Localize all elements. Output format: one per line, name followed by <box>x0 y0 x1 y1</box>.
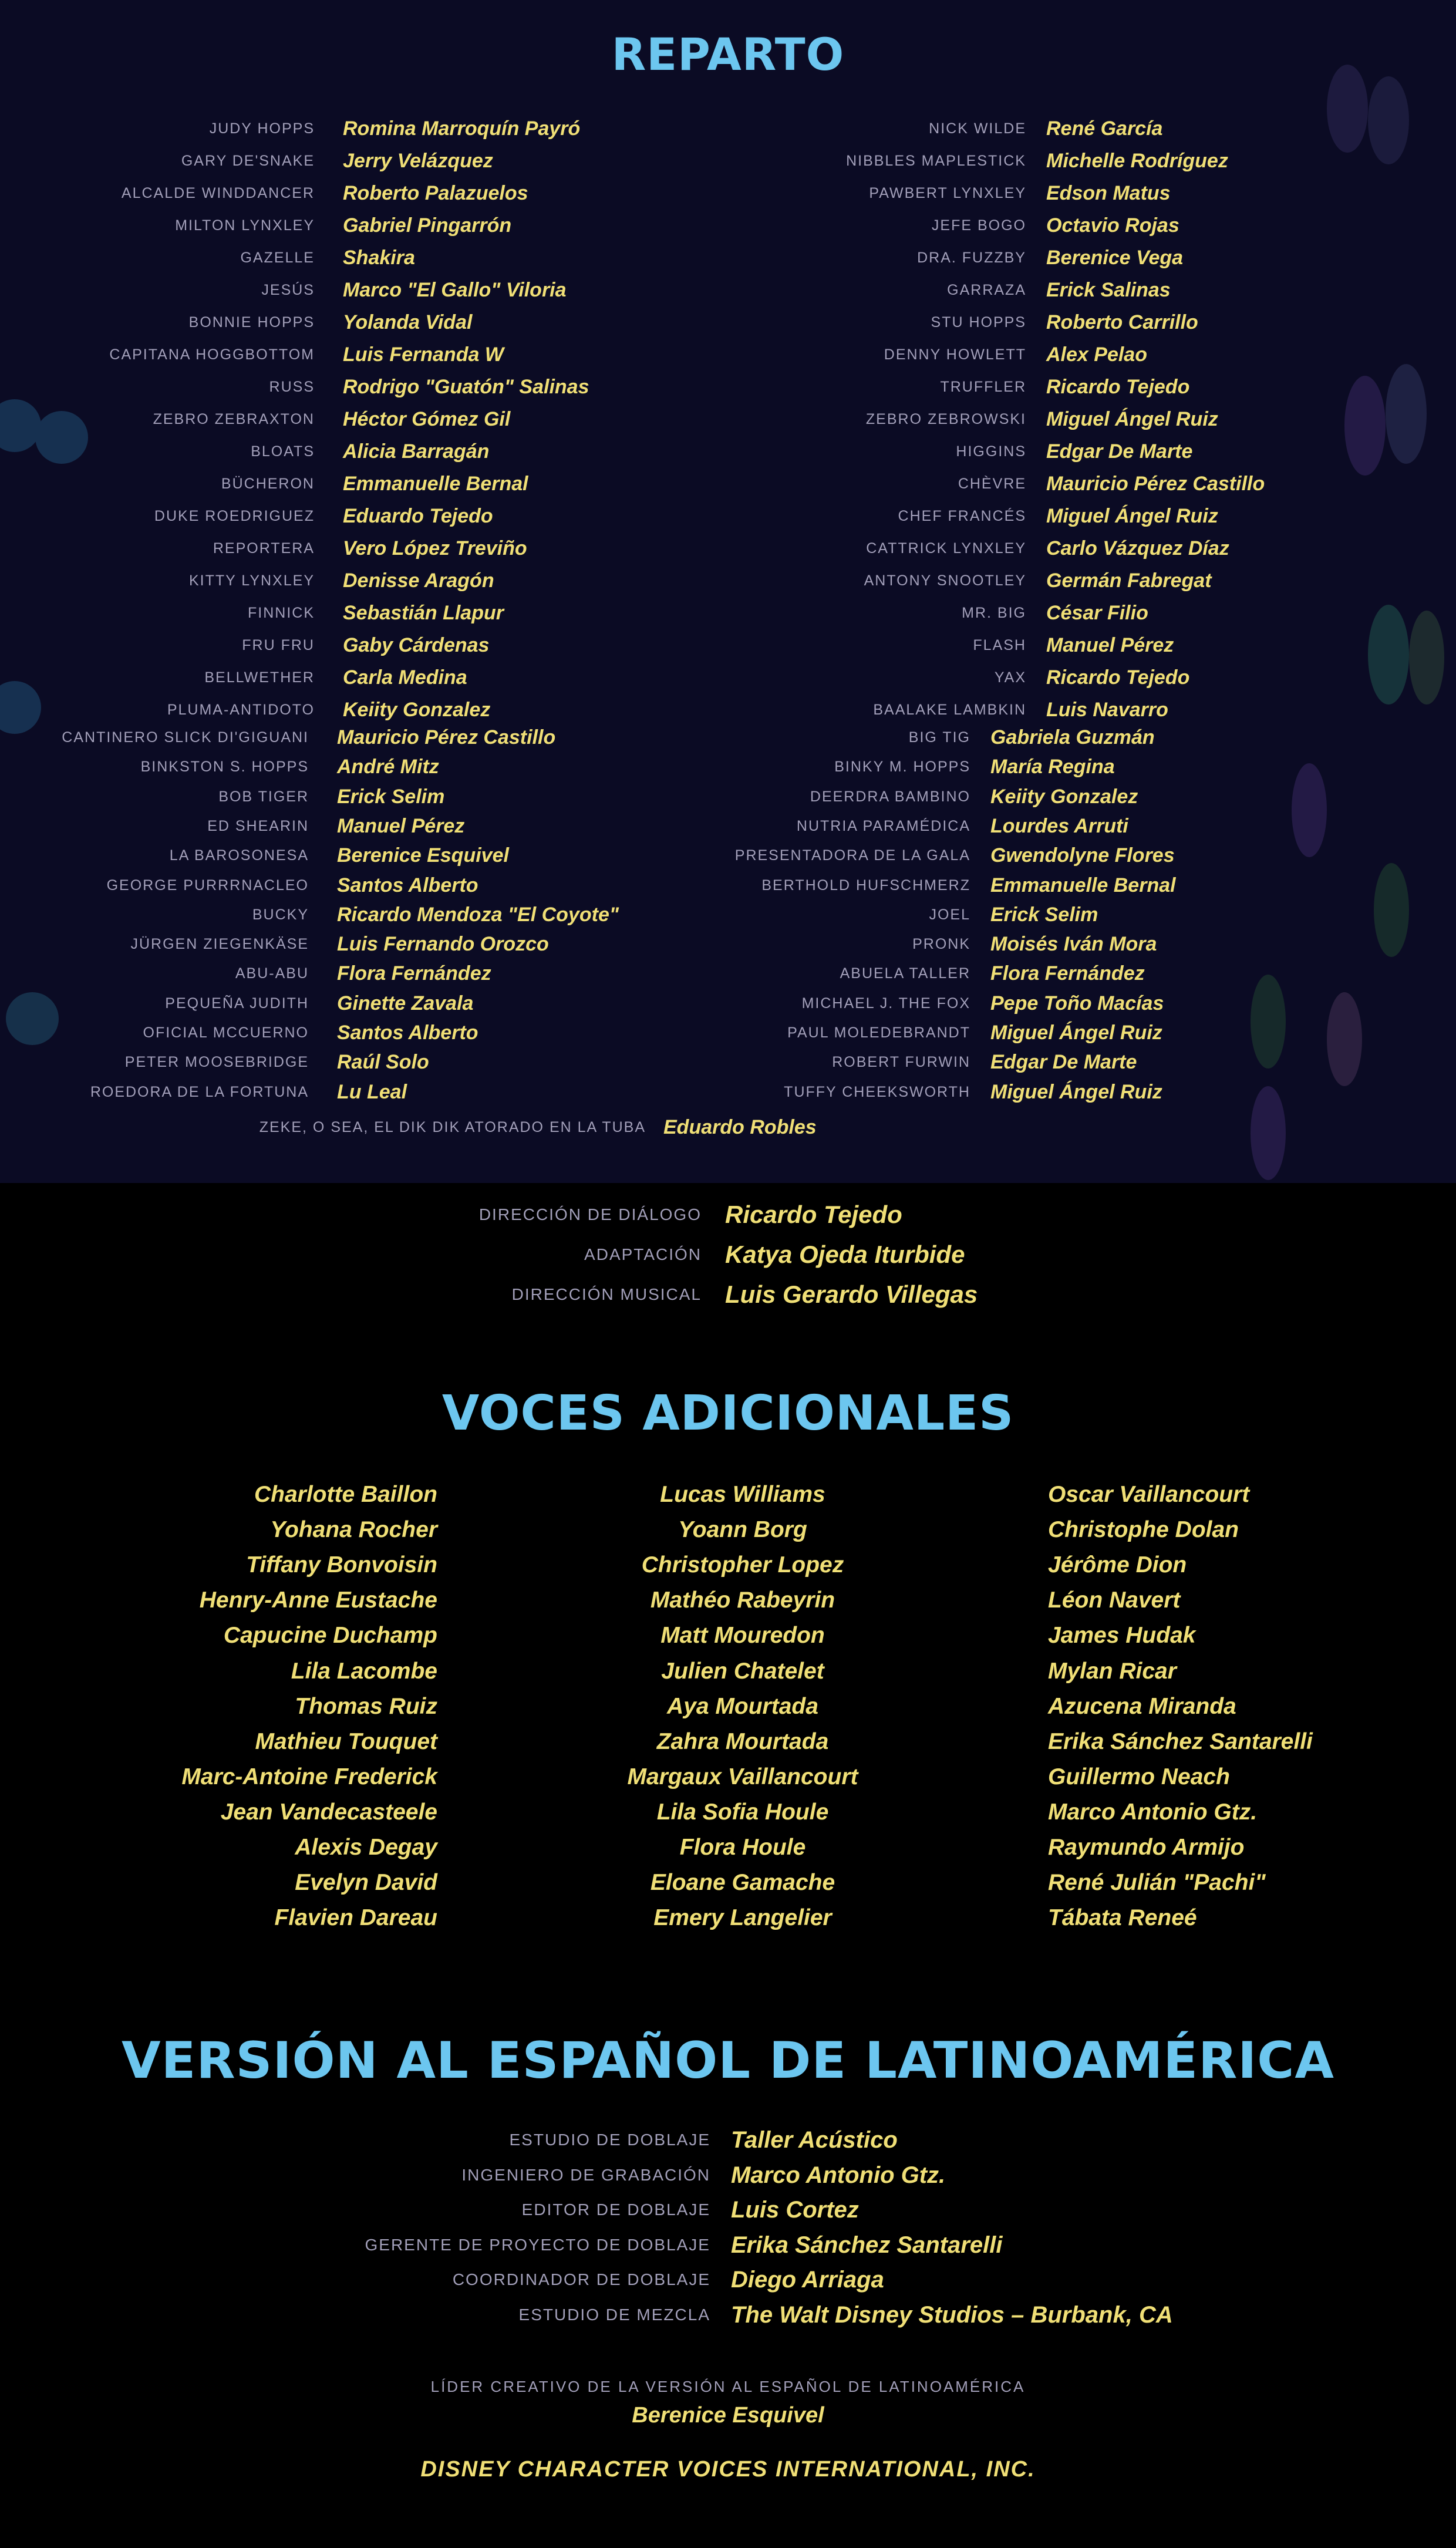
cast-role: KITTY LYNXLEY <box>188 572 315 589</box>
paw-print-decoration <box>1409 611 1444 705</box>
voice-actor-name: Guillermo Neach <box>1048 1764 1230 1789</box>
cast-role: FRU FRU <box>242 637 315 653</box>
cast-role: NICK WILDE <box>929 120 1026 137</box>
cast-name: Edson Matus <box>1046 182 1171 204</box>
version-role: GERENTE DE PROYECTO DE DOBLAJE <box>365 2235 710 2254</box>
voice-actor-name: Eloane Gamache <box>650 1870 835 1896</box>
cast-role: GARY DE'SNAKE <box>181 153 315 169</box>
cast-role: BELLWETHER <box>204 669 315 686</box>
cast-name: Sebastián Llapur <box>343 602 504 624</box>
cast-role: PETER MOOSEBRIDGE <box>124 1054 309 1071</box>
cast-name: Erick Salinas <box>1046 279 1171 301</box>
version-name: Erika Sánchez Santarelli <box>731 2232 1003 2258</box>
cast-name: Berenice Vega <box>1046 247 1184 269</box>
cast-name: Jerry Velázquez <box>343 150 493 172</box>
version-role: ESTUDIO DE MEZCLA <box>518 2305 710 2324</box>
cast-role: DRA. FUZZBY <box>917 250 1026 266</box>
cast-role: GEORGE PURRRNACLEO <box>106 877 309 894</box>
cast-role: BAALAKE LAMBKIN <box>873 702 1026 718</box>
cast-name: Berenice Esquivel <box>337 844 509 867</box>
paw-print-decoration <box>1327 992 1362 1086</box>
cast-name: Pepe Toño Macías <box>990 992 1164 1015</box>
cast-role: BUCKY <box>252 906 309 923</box>
voice-actor-name: Marco Antonio Gtz. <box>1048 1799 1258 1825</box>
cast-role: ZEBRO ZEBROWSKI <box>865 411 1026 427</box>
voice-actor-name: Margaux Vaillancourt <box>627 1764 858 1789</box>
cast-name: Carla Medina <box>343 666 467 689</box>
paw-print-decoration <box>1386 364 1427 464</box>
cast-name: Flora Fernández <box>990 962 1145 985</box>
cast-role: BOB TIGER <box>218 788 309 805</box>
cast-name: Miguel Ángel Ruiz <box>990 1022 1162 1044</box>
cast-role: FLASH <box>973 637 1026 653</box>
voice-actor-name: Mathieu Touquet <box>255 1728 437 1754</box>
voice-actor-name: Zahra Mourtada <box>656 1728 829 1754</box>
version-name: The Walt Disney Studios – Burbank, CA <box>731 2301 1173 2328</box>
paw-print-decoration <box>1368 605 1409 705</box>
cast-name: Manuel Pérez <box>1046 634 1174 656</box>
cast-name: Ricardo Tejedo <box>1046 376 1190 398</box>
direccion-name: Katya Ojeda Iturbide <box>725 1241 965 1268</box>
cast-name: Alex Pelao <box>1046 343 1147 366</box>
cast-name: César Filio <box>1046 602 1148 624</box>
voice-actor-name: James Hudak <box>1048 1623 1196 1649</box>
cast-name: Luis Fernando Orozco <box>337 933 549 956</box>
cast-role: CANTINERO SLICK DI'GIGUANI <box>62 729 309 746</box>
voice-actor-name: Alexis Degay <box>295 1835 437 1860</box>
cast-name: Octavio Rojas <box>1046 214 1179 237</box>
cast-name: Emmanuelle Bernal <box>343 473 528 495</box>
voice-actor-name: Christopher Lopez <box>641 1552 844 1578</box>
cast-role: PEQUEÑA JUDITH <box>165 995 309 1012</box>
version-role: ESTUDIO DE DOBLAJE <box>509 2131 710 2149</box>
reparto-title: REPARTO <box>611 28 845 80</box>
voice-actor-name: Raymundo Armijo <box>1048 1835 1245 1860</box>
cast-role: DENNY HOWLETT <box>884 346 1026 363</box>
voice-actor-name: Marc-Antoine Frederick <box>181 1764 437 1789</box>
voice-actor-name: René Julián "Pachi" <box>1048 1870 1266 1896</box>
paw-print-decoration <box>1251 1086 1286 1180</box>
version-role: EDITOR DE DOBLAJE <box>521 2200 710 2219</box>
direccion-name: Ricardo Tejedo <box>725 1201 902 1228</box>
cast-role: JESÚS <box>261 282 315 298</box>
cast-role: ANTONY SNOOTLEY <box>864 572 1026 589</box>
cast-role: JÜRGEN ZIEGENKÄSE <box>130 936 309 953</box>
cast-name: Moisés Iván Mora <box>990 933 1157 956</box>
cast-name: Gabriela Guzmán <box>990 726 1155 749</box>
cast-name: Santos Alberto <box>337 1022 478 1044</box>
cast-role: CHEF FRANCÉS <box>898 508 1026 524</box>
cast-role: PAWBERT LYNXLEY <box>869 185 1026 201</box>
cast-role: ABUELA TALLER <box>840 965 970 982</box>
direccion-role: DIRECCIÓN DE DIÁLOGO <box>478 1205 702 1224</box>
direccion-role: ADAPTACIÓN <box>584 1245 702 1263</box>
cast-role: YAX <box>994 669 1026 686</box>
cast-name: Shakira <box>343 247 415 269</box>
cast-name: André Mitz <box>337 756 439 778</box>
cast-name: Roberto Carrillo <box>1046 311 1198 333</box>
voces-adicionales-title: VOCES ADICIONALES <box>441 1386 1015 1441</box>
cast-name: Miguel Ángel Ruiz <box>1046 408 1218 430</box>
voice-actor-name: Yohana Rocher <box>270 1517 437 1543</box>
cast-name: Mauricio Pérez Castillo <box>337 726 556 749</box>
cast-name: Edgar De Marte <box>990 1051 1137 1074</box>
cast-role: MILTON LYNXLEY <box>175 217 315 234</box>
version-name: Taller Acústico <box>731 2127 898 2153</box>
cast-role: MR. BIG <box>962 605 1026 621</box>
cast-name: Raúl Solo <box>337 1051 429 1074</box>
cast-role: BINKSTON S. HOPPS <box>140 759 309 776</box>
cast-role: TRUFFLER <box>940 379 1026 395</box>
paw-print-decoration <box>1292 763 1327 857</box>
cast-name: Ricardo Mendoza "El Coyote" <box>337 903 619 926</box>
version-role: INGENIERO DE GRABACIÓN <box>461 2165 710 2184</box>
cast-name: Ricardo Tejedo <box>1046 666 1190 689</box>
cast-name: Keiity Gonzalez <box>343 699 491 721</box>
cast-role: PRONK <box>912 936 970 953</box>
cast-role: OFICIAL MCCUERNO <box>143 1024 309 1041</box>
cast-name: Eduardo Robles <box>663 1116 817 1138</box>
paw-print-decoration <box>35 411 88 464</box>
cast-role: BINKY M. HOPPS <box>834 759 970 776</box>
paw-print-decoration <box>1344 376 1386 476</box>
cast-name: Luis Navarro <box>1046 699 1168 721</box>
cast-name: Romina Marroquín Payró <box>343 117 581 140</box>
cast-name: Gwendolyne Flores <box>990 844 1175 867</box>
cast-role: JUDY HOPPS <box>209 120 315 137</box>
voice-actor-name: Charlotte Baillon <box>254 1482 437 1507</box>
voice-actor-name: Flavien Dareau <box>274 1905 437 1931</box>
voice-actor-name: Aya Mourtada <box>667 1693 818 1719</box>
cast-role: BIG TIG <box>908 729 970 746</box>
cast-name: Gabriel Pingarrón <box>343 214 512 237</box>
voice-actor-name: Evelyn David <box>295 1870 437 1896</box>
cast-role: REPORTERA <box>213 540 315 557</box>
cast-role: PAUL MOLEDEBRANDT <box>787 1024 970 1041</box>
direccion-name: Luis Gerardo Villegas <box>725 1280 978 1308</box>
cast-role: FINNICK <box>248 605 315 621</box>
cast-name: Roberto Palazuelos <box>343 182 528 204</box>
version-name: Marco Antonio Gtz. <box>731 2162 946 2188</box>
cast-name: Lourdes Arruti <box>990 814 1128 837</box>
voice-actor-name: Emery Langelier <box>653 1905 832 1931</box>
cast-name: Héctor Gómez Gil <box>343 408 511 430</box>
cast-name: Germán Fabregat <box>1046 569 1212 592</box>
cast-role: HIGGINS <box>956 443 1026 460</box>
version-role: COORDINADOR DE DOBLAJE <box>452 2270 710 2289</box>
cast-role: ALCALDE WINDDANCER <box>121 185 315 201</box>
cast-name: Eduardo Tejedo <box>343 505 493 527</box>
cast-role: PLUMA-ANTIDOTO <box>167 702 315 718</box>
paw-print-decoration <box>1374 863 1409 957</box>
cast-role: CHÈVRE <box>958 476 1026 492</box>
voice-actor-name: Julien Chatelet <box>661 1658 824 1684</box>
cast-name: Flora Fernández <box>337 962 491 985</box>
cast-name: René García <box>1046 117 1163 140</box>
cast-role: ZEKE, O SEA, EL DIK DIK ATORADO EN LA TUBA <box>259 1119 646 1135</box>
cast-name: Ginette Zavala <box>337 992 474 1015</box>
voice-actor-name: Oscar Vaillancourt <box>1048 1482 1250 1507</box>
cast-role: BLOATS <box>251 443 315 460</box>
cast-role: JOEL <box>929 906 970 923</box>
cast-name: Gaby Cárdenas <box>343 634 490 656</box>
company-name: DISNEY CHARACTER VOICES INTERNATIONAL, INC. <box>420 2457 1036 2482</box>
cast-name: Miguel Ángel Ruiz <box>990 1080 1162 1103</box>
voice-actor-name: Matt Mouredon <box>660 1623 825 1649</box>
cast-name: Miguel Ángel Ruiz <box>1046 505 1218 527</box>
lider-creativo-role: LÍDER CREATIVO DE LA VERSIÓN AL ESPAÑOL DE LATINOAMÉRICA <box>430 2378 1026 2395</box>
cast-name: Manuel Pérez <box>337 814 465 837</box>
cast-role: BONNIE HOPPS <box>188 314 315 331</box>
cast-role: LA BAROSONESA <box>169 847 309 864</box>
voice-actor-name: Christophe Dolan <box>1048 1517 1239 1543</box>
voice-actor-name: Lila Sofia Houle <box>656 1799 829 1825</box>
cast-name: María Regina <box>990 756 1115 778</box>
voice-actor-name: Henry-Anne Eustache <box>199 1588 437 1613</box>
voice-actor-name: Flora Houle <box>679 1835 806 1860</box>
cast-name: Mauricio Pérez Castillo <box>1046 473 1265 495</box>
cast-role: RUSS <box>269 379 315 395</box>
paw-print-decoration <box>1368 76 1409 164</box>
cast-role: GARRAZA <box>947 282 1026 298</box>
cast-role: TUFFY CHEEKSWORTH <box>784 1083 970 1100</box>
voice-actor-name: Yoann Borg <box>678 1517 807 1543</box>
lider-creativo-name: Berenice Esquivel <box>632 2403 824 2428</box>
paw-print-decoration <box>1251 975 1286 1069</box>
cast-role: NUTRIA PARAMÉDICA <box>796 817 970 834</box>
voice-actor-name: Jérôme Dion <box>1048 1552 1187 1578</box>
version-title: VERSIÓN AL ESPAÑOL DE LATINOAMÉRICA <box>122 2031 1334 2090</box>
voice-actor-name: Tábata Reneé <box>1048 1905 1197 1931</box>
cast-role: CATTRICK LYNXLEY <box>866 540 1026 557</box>
cast-role: JEFE BOGO <box>931 217 1026 234</box>
cast-role: ABU-ABU <box>235 965 309 982</box>
voice-actor-name: Lucas Williams <box>660 1482 825 1507</box>
cast-name: Keiity Gonzalez <box>990 785 1138 808</box>
cast-role: CAPITANA HOGGBOTTOM <box>109 346 315 363</box>
cast-name: Michelle Rodríguez <box>1046 150 1228 172</box>
version-name: Diego Arriaga <box>731 2267 884 2293</box>
voice-actor-name: Tiffany Bonvoisin <box>246 1552 437 1578</box>
cast-role: NIBBLES MAPLESTICK <box>846 153 1026 169</box>
voice-actor-name: Léon Navert <box>1048 1588 1181 1613</box>
voice-actor-name: Capucine Duchamp <box>223 1623 437 1649</box>
reparto-panel <box>0 0 1456 1183</box>
cast-name: Erick Selim <box>337 785 445 808</box>
cast-name: Luis Fernanda W <box>343 343 504 366</box>
paw-print-decoration <box>6 992 59 1045</box>
cast-role: ROBERT FURWIN <box>832 1054 970 1071</box>
voice-actor-name: Azucena Miranda <box>1048 1693 1236 1719</box>
cast-role: ZEBRO ZEBRAXTON <box>153 411 315 427</box>
cast-name: Santos Alberto <box>337 874 478 896</box>
cast-role: BERTHOLD HUFSCHMERZ <box>761 877 970 894</box>
cast-name: Lu Leal <box>337 1080 407 1103</box>
voice-actor-name: Thomas Ruiz <box>295 1693 437 1719</box>
cast-name: Vero López Treviño <box>343 537 527 560</box>
cast-name: Marco "El Gallo" Viloria <box>343 279 567 301</box>
cast-name: Carlo Vázquez Díaz <box>1046 537 1229 560</box>
paw-print-decoration <box>0 681 41 734</box>
credits-panel <box>0 1183 1456 2548</box>
paw-print-decoration <box>0 399 41 452</box>
cast-role: BÜCHERON <box>221 476 315 492</box>
cast-role: ROEDORA DE LA FORTUNA <box>90 1083 309 1100</box>
cast-name: Edgar De Marte <box>1046 440 1193 463</box>
voice-actor-name: Lila Lacombe <box>291 1658 437 1684</box>
cast-role: GAZELLE <box>240 250 315 266</box>
cast-role: PRESENTADORA DE LA GALA <box>734 847 970 864</box>
voice-actor-name: Mylan Ricar <box>1048 1658 1177 1684</box>
cast-role: MICHAEL J. THE FOX <box>801 995 970 1012</box>
cast-name: Erick Selim <box>990 903 1098 926</box>
cast-name: Rodrigo "Guatón" Salinas <box>343 376 589 398</box>
cast-role: DUKE ROEDRIGUEZ <box>154 508 315 524</box>
version-name: Luis Cortez <box>731 2197 859 2223</box>
cast-name: Emmanuelle Bernal <box>990 874 1176 896</box>
cast-name: Denisse Aragón <box>343 569 494 592</box>
cast-name: Alicia Barragán <box>343 440 490 463</box>
cast-name: Yolanda Vidal <box>343 311 473 333</box>
cast-role: STU HOPPS <box>931 314 1026 331</box>
voice-actor-name: Erika Sánchez Santarelli <box>1048 1728 1313 1754</box>
direccion-role: DIRECCIÓN MUSICAL <box>511 1285 702 1303</box>
voice-actor-name: Mathéo Rabeyrin <box>650 1588 835 1613</box>
cast-role: ED SHEARIN <box>207 817 309 834</box>
voice-actor-name: Jean Vandecasteele <box>220 1799 437 1825</box>
cast-role: DEERDRA BAMBINO <box>810 788 970 805</box>
